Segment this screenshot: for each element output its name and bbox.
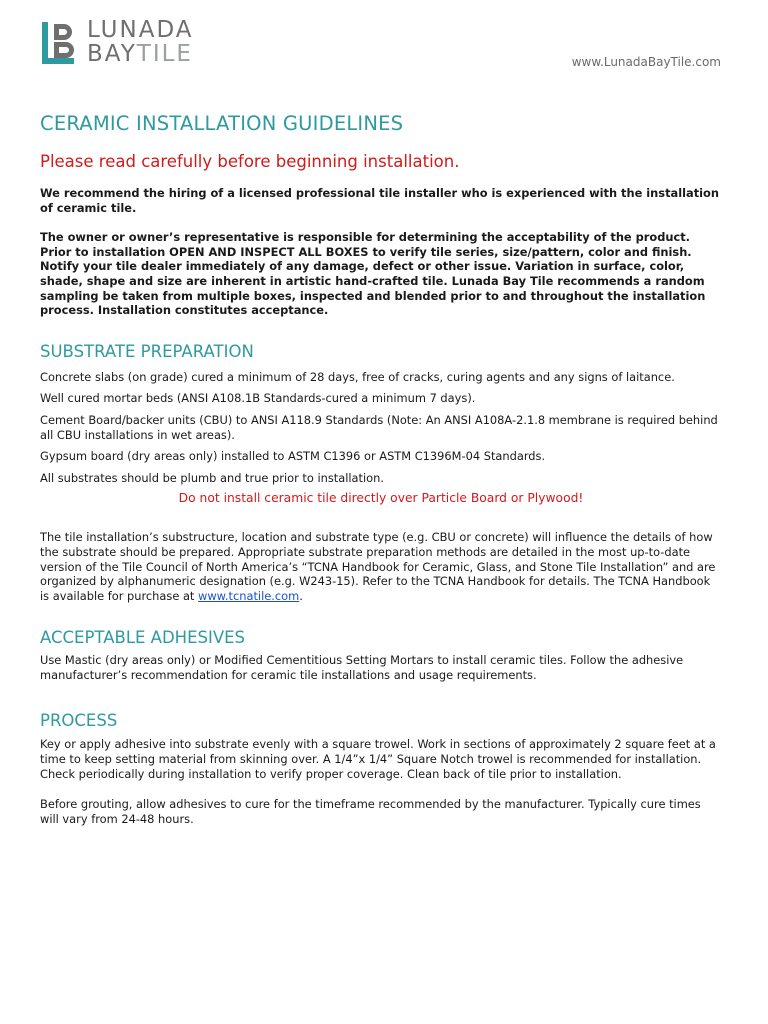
document-body — [40, 112, 722, 826]
logo-line-2 — [87, 43, 193, 66]
logo-tile: TILE — [136, 41, 193, 67]
lb-monogram-icon — [40, 20, 76, 66]
logo-bay: BAY — [87, 41, 137, 67]
substrate-item: Concrete slabs (on grade) cured a minimum of 28 days, free of cracks, curing agents and any signs of laitance. — [40, 369, 675, 384]
substrate-item: Gypsum board (dry areas only) installed to ASTM C1396 or ASTM C1396M-04 Standards. — [40, 449, 546, 464]
tcna-end: . — [299, 588, 303, 603]
process-paragraph-1: Key or apply adhesive into substrate evenly with a square trowel. Work in sections of approximately 2 square feet at a time to keep setting material from skinning over. A 1/4”x 1/4” Square Notch trowel is recommended for installation. Check periodically during installation to verify proper coverage. Clean back of tile prior to installation. — [40, 737, 716, 781]
substrate-heading: SUBSTRATE PREPARATION — [40, 341, 254, 361]
tcna-text: The tile installation’s substructure, location and substrate type (e.g. CBU or concrete) will influence the details of how the substrate should be prepared. Appropriate substrate preparation methods are detailed in the most up-to-date version of the Tile Council of North America’s “TCNA Handbook for Ceramic, Glass, and Stone Tile Installation” and are organized by alphanumeric designation (e.g. W243-15). Refer to the TCNA Handbook for details. The TCNA Handbook is available for purchase at — [40, 530, 716, 603]
substrate-item: Well cured mortar beds (ANSI A108.1B Standards-cured a minimum 7 days). — [40, 391, 476, 406]
substrate-item: All substrates should be plumb and true prior to installation. — [40, 470, 384, 485]
substrate-warning: Do not install ceramic tile directly over Particle Board or Plywood! — [178, 491, 584, 506]
intro-paragraph-2: The owner or owner’s representative is responsible for determining the acceptability of the product. Prior to installation OPEN AND INSPECT ALL BOXES to verify tile series, size/pattern, color and finish. Notify your tile dealer immediately of any damage, defect or other issue. Variation in surface, color, shade, shape and size are inherent in artistic hand-crafted tile. Lunada Bay Tile recommends a random sampling be taken from multiple boxes, inspected and blended prior to and throughout the installation process. Installation constitutes acceptance. — [40, 230, 706, 318]
intro-paragraph-1: We recommend the hiring of a licensed professional tile installer who is experienced with the installation of ceramic tile. — [40, 186, 719, 215]
process-paragraph-2: Before grouting, allow adhesives to cure for the timeframe recommended by the manufacturer. Typically cure times will vary from 24-48 hours. — [40, 797, 701, 826]
document-title: CERAMIC INSTALLATION GUIDELINES — [40, 112, 404, 135]
document-subtitle: Please read carefully before beginning installation. — [40, 152, 460, 171]
logo-wordmark — [87, 19, 193, 66]
tcna-link[interactable]: www.tcnatile.com — [198, 588, 300, 603]
process-heading: PROCESS — [40, 711, 118, 731]
company-logo — [40, 17, 220, 68]
substrate-item: Cement Board/backer units (CBU) to ANSI A118.9 Standards (Note: An ANSI A108A-2.1.8 membrane is required behind all CBU installations in wet areas). — [40, 412, 718, 442]
logo-line-1: LUNADA — [87, 17, 194, 43]
website-url: www.LunadaBayTile.com — [571, 55, 721, 69]
tcna-paragraph — [40, 530, 722, 603]
adhesives-heading: ACCEPTABLE ADHESIVES — [40, 628, 246, 648]
adhesives-paragraph: Use Mastic (dry areas only) or Modified Cementitious Setting Mortars to install ceramic tiles. Follow the adhesive manufacturer’s recommendation for ceramic tile installations and usage requirements. — [40, 653, 684, 682]
